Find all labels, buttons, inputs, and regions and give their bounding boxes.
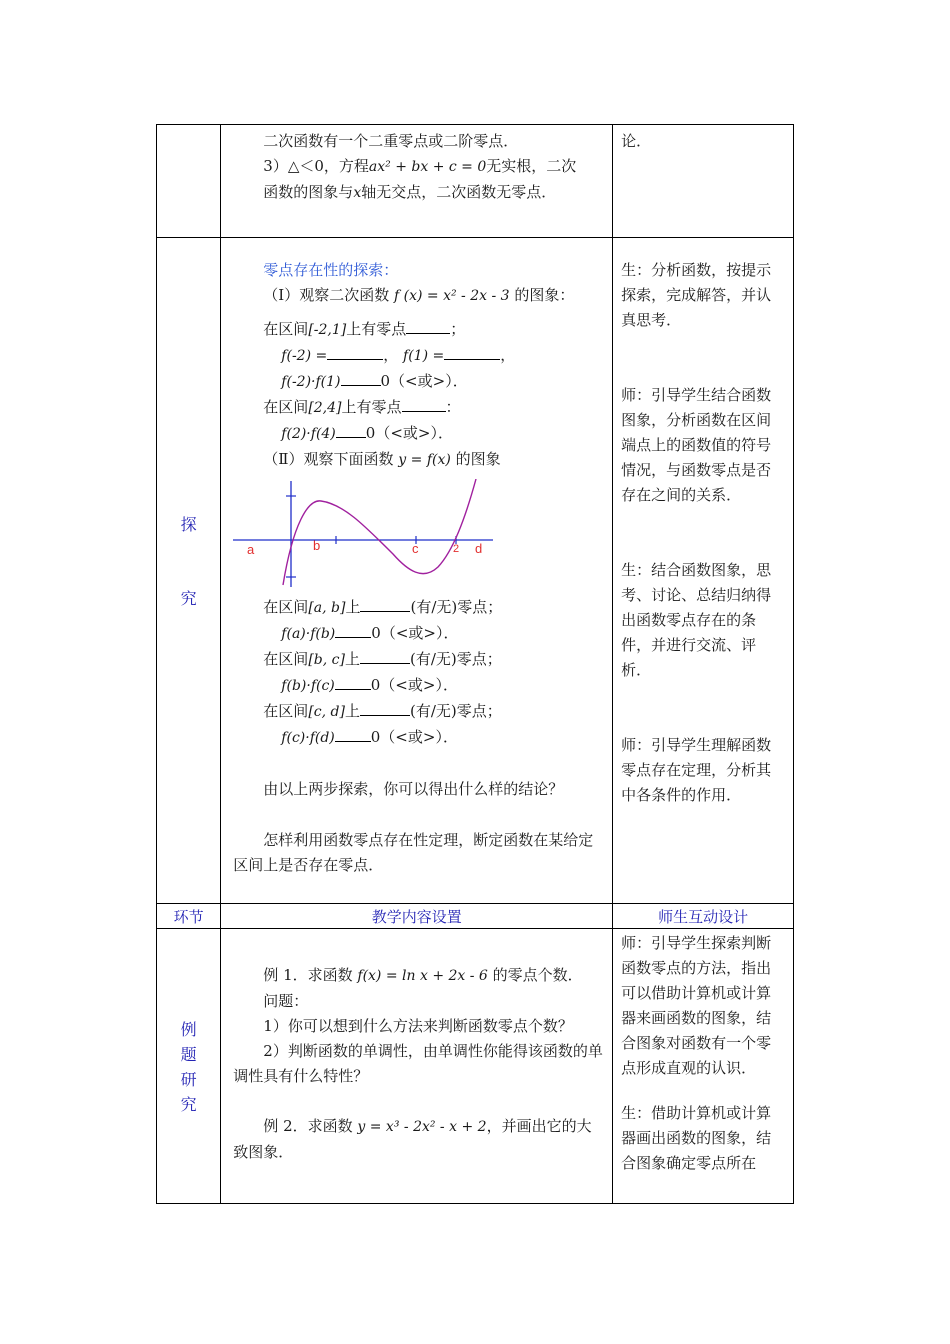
stage-explore bbox=[157, 238, 221, 904]
stage-char: 究 bbox=[180, 1095, 197, 1114]
blank-field[interactable] bbox=[341, 371, 381, 386]
side-cell-continued bbox=[613, 125, 794, 238]
blank-field[interactable] bbox=[335, 623, 371, 638]
stage-char: 题 bbox=[180, 1045, 197, 1064]
row-examples bbox=[157, 929, 794, 1204]
blank-field[interactable] bbox=[360, 597, 410, 612]
content-examples bbox=[221, 929, 613, 1204]
part2-intro: （Ⅱ）观察下面函数 y = f(x) 的图象 bbox=[263, 450, 501, 468]
product-bc-line: f(b)·f(c) 0（<或>）． bbox=[281, 676, 458, 694]
product-cd-line: f(c)·f(d) 0（<或>）． bbox=[281, 728, 458, 746]
interval-bc-line: 在区间[b, c]上 (有/无)零点； bbox=[263, 650, 502, 668]
interval2-line: 在区间[2,4]上有零点 ： bbox=[263, 398, 461, 416]
header-content: 教学内容设置 bbox=[221, 904, 613, 929]
blank-field[interactable] bbox=[406, 319, 450, 334]
text-case3-cont: 函数的图象与x轴无交点，二次函数无零点． bbox=[263, 183, 557, 201]
side-note: 师：引导学生探索判断函数零点的方法，指出可以借助计算机或计算器来画函数的图象，结合图象对函数有一个零点形成直观的认识． bbox=[621, 934, 772, 1077]
stage-examples bbox=[157, 929, 221, 1204]
blank-field[interactable] bbox=[336, 423, 366, 438]
blank-field[interactable] bbox=[444, 345, 500, 360]
question-label: 问题： bbox=[263, 992, 309, 1010]
label-b: b bbox=[313, 538, 321, 553]
product-ab-line: f(a)·f(b) 0（<或>）． bbox=[281, 624, 459, 642]
blank-field[interactable] bbox=[360, 701, 410, 716]
interval-cd-line: 在区间[c, d]上 (有/无)零点； bbox=[263, 702, 502, 720]
side-examples bbox=[613, 929, 794, 1204]
blank-field[interactable] bbox=[402, 397, 446, 412]
side-note: 师：引导学生结合函数图象，分析函数在区间端点上的函数值的符号情况，与函数零点是否存在之间的关系． bbox=[621, 386, 772, 504]
function-graph bbox=[233, 479, 503, 591]
side-note: 生：分析函数，按提示探索，完成解答，并认真思考． bbox=[621, 261, 772, 329]
part1-intro: （Ⅰ）观察二次函数 f (x) = x² - 2x - 3 的图象： bbox=[263, 286, 575, 304]
stage-char: 探 bbox=[180, 515, 197, 534]
explore-heading: 零点存在性的探索： bbox=[263, 261, 399, 279]
row-explore bbox=[157, 238, 794, 904]
stage-cell-continued bbox=[157, 125, 221, 238]
interval1-line: 在区间[-2,1]上有零点 ； bbox=[263, 320, 466, 338]
side-text-continued: 论． bbox=[621, 132, 652, 150]
side-explore bbox=[613, 238, 794, 904]
header-stage: 环节 bbox=[157, 904, 221, 929]
example1: 例 1．求函数 f(x) = ln x + 2x - 6 的零点个数． bbox=[263, 966, 583, 984]
cubic-curve bbox=[283, 479, 476, 585]
side-note: 生：借助计算机或计算器画出函数的图象，结合图象确定零点所在 bbox=[621, 1104, 772, 1172]
blank-field[interactable] bbox=[360, 649, 410, 664]
label-d: d bbox=[475, 541, 483, 556]
stage-char: 究 bbox=[180, 589, 197, 608]
blank-field[interactable] bbox=[335, 727, 371, 742]
stage-char: 例 bbox=[180, 1020, 197, 1039]
label-2: 2 bbox=[453, 543, 460, 555]
question-1: 1）你可以想到什么方法来判断函数零点个数？ bbox=[263, 1017, 573, 1035]
side-note: 师：引导学生理解函数零点存在定理，分析其中各条件的作用． bbox=[621, 736, 772, 804]
blank-field[interactable] bbox=[327, 345, 383, 360]
label-c: c bbox=[412, 541, 419, 556]
question-2: 2）判断函数的单调性，由单调性你能得该函数的单调性具有什么特性？ bbox=[233, 1042, 603, 1085]
product1-line: f(-2)·f(1) 0（<或>）． bbox=[281, 372, 468, 390]
header-interaction: 师生互动设计 bbox=[613, 904, 794, 929]
product2-line: f(2)·f(4) 0（<或>）． bbox=[281, 424, 453, 442]
lesson-table bbox=[156, 124, 794, 1204]
side-note: 生：结合函数图象，思考、讨论、总结归纳得出函数零点存在的条件，并进行交流、评析． bbox=[621, 561, 772, 679]
blank-field[interactable] bbox=[335, 675, 371, 690]
usage-question: 怎样利用函数零点存在性定理，断定函数在某给定区间上是否存在零点． bbox=[233, 831, 594, 874]
content-cell-continued bbox=[221, 125, 613, 238]
example2: 例 2．求函数 y = x³ - 2x² - x + 2，并画出它的大致图象． bbox=[233, 1117, 592, 1161]
text-double-zero: 二次函数有一个二重零点或二阶零点． bbox=[263, 132, 519, 150]
stage-char: 研 bbox=[180, 1070, 197, 1089]
text-case3: 3）△＜0，方程ax² + bx + c = 0无实根，二次 bbox=[263, 157, 577, 175]
row-continuation bbox=[157, 125, 794, 238]
conclusion-question: 由以上两步探索，你可以得出什么样的结论？ bbox=[263, 780, 564, 798]
content-explore bbox=[221, 238, 613, 904]
header-row bbox=[157, 904, 794, 929]
label-a: a bbox=[247, 542, 255, 557]
interval-ab-line: 在区间[a, b]上 (有/无)零点； bbox=[263, 598, 503, 616]
values-line: f(-2) = ， f(1) = ， bbox=[281, 346, 516, 364]
